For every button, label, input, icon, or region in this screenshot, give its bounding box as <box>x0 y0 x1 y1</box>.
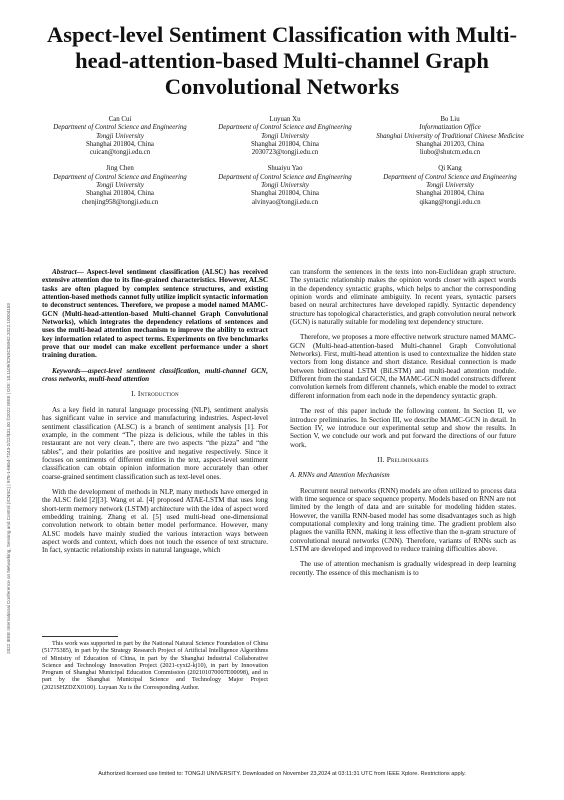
right-paragraph-3: The rest of this paper include the following content. In Section II, we introduce preliminaries. In Section III, we describe MAMC-GCN in detail. In Section IV, we introduce our experimental setup and show the results. In Section V, we conclude our work and put forward the directions of our future work. <box>290 407 516 449</box>
author-card <box>40 116 200 157</box>
abstract-body: Aspect-level sentiment classification (ALSC) has received extensive attention due to its fine-grained characteristics. However, ALSC tasks are often plagued by complex sentence structures, and existing attention-based methods cannot fully utilize implicit syntactic information to deconstruct sentences. Therefore, we propose a model named MAMC-GCN (Multi-head-attention-based Multi-channel Graph Convolutional Networks), which integrates the dependency relations of sentences and uses the multi-head attention mechanism to improve the ability to extract key information related to aspect terms. Experiments on five benchmarks prove that our model can make excellent performance under a short training duration. <box>42 268 268 360</box>
right-paragraph-1: can transform the sentences in the texts into non-Euclidean graph structure. The syntactic relationship makes the opinion words closer with aspect words in the dependency syntactic graphs, which helps to anchor the corresponding opinion words and eliminate ambiguity. In recent years, syntactic parsers based on neural architectures have developed rapidly. Syntactic dependency structure has topological characteristics, and graph convolution neural network (GCN) is naturally suitable for modeling text dependency structure. <box>290 268 516 327</box>
author-univ: Tongji University <box>261 182 309 190</box>
author-univ: Shanghai University of Traditional Chinese Medicine <box>376 132 524 140</box>
author-email[interactable]: chenjing958@tongji.edu.cn <box>81 198 159 206</box>
author-email[interactable]: qikang@tongji.edu.cn <box>419 198 481 206</box>
author-dept: Department of Control Science and Engineering <box>53 173 187 181</box>
author-dept: Department of Control Science and Engineering <box>218 173 352 181</box>
author-card <box>370 165 530 206</box>
conference-side-text: 2022 IEEE International Conference on Networking, Sensing and Control (ICNSC) | 978-1-6654-7243-2/22/$31.00 ©2022 IEEE | DOI: 10.1109/ICNSC55942.2022.10004153 <box>5 302 11 654</box>
license-footer: Authorized licensed use limited to: TONGJI UNIVERSITY. Downloaded on November 23,2024 at 03:11:31 UTC from IEEE Xplore. Restrictions apply. <box>98 771 466 777</box>
author-dept: Department of Control Science and Engineering <box>218 124 352 132</box>
author-city: Shanghai 201804, China <box>251 190 319 198</box>
author-city: Shanghai 201203, China <box>416 140 484 148</box>
right-paragraph-4: Recurrent neural networks (RNN) models are often utilized to process data with time sequence or space sequence property. Models based on RNN are not limited by the length of data and are suitable for modeling hidden states. However, the vanilla RNN-based model has some disadvantages such as high computational complexity and long training time. The gradient problem also plagues the vanilla RNN, making it less effective than the n-gram structure of convolutional neural networks (CNN). Therefore, variants of RNNs such as LSTM are developed and improved to reduce training difficulties above. <box>290 486 516 553</box>
funding-footnote: This work was supported in part by the National Natural Science Foundation of China (51775385), in part by the Strategy Research Project of Artificial Intelligence Algorithms of Ministry of Education of China, in part by the Shanghai Industrial Collaborative Science and Technology Innovation Project (2021-cyxt2-kj10), in part by Innovation Program of Shanghai Municipal Education Commission (202101070007E00098), and in part by the Shanghai Municipal Science and Technology Major Project (2021SHZDZX0100). Luyuan Xu is the Corresponding Author. <box>42 640 268 691</box>
author-univ: Tongji University <box>426 182 474 190</box>
author-email[interactable]: alvinyao@tongji.edu.cn <box>251 198 319 206</box>
author-name: Qi Kang <box>438 165 462 173</box>
author-city: Shanghai 201804, China <box>86 190 154 198</box>
author-name: Luyuan Xu <box>269 116 301 123</box>
author-card <box>40 165 200 206</box>
right-paragraph-2: Therefore, we proposes a more effective network structure named MAMC-GCN (Multi-head-attention-based Multi-channel Graph Convolutional Networks). First, multi-head attention is used to contextualize the hidden state vectors from long distance and short distance. Residual connection is made between bidirectional LSTM (BiLSTM) and multi-head attention module. Different from the standard GCN, the MAMC-GCN model constructs different convolution kernels from different channels, which enable the model to extract different information from each node in the dependency syntactic graph. <box>290 333 516 400</box>
author-block <box>40 116 530 215</box>
conference-side-strip <box>2 178 14 778</box>
right-column <box>290 268 516 584</box>
author-email[interactable]: cuican@tongji.edu.cn <box>89 149 151 157</box>
author-dept: Department of Control Science and Engineering <box>53 124 187 132</box>
author-name: Can Cui <box>108 116 132 123</box>
author-dept: Department of Control Science and Engineering <box>383 173 517 181</box>
author-name: Jing Chen <box>106 165 134 173</box>
author-name: Shuaiyu Yao <box>267 165 303 173</box>
footnote-divider <box>42 636 118 637</box>
author-card <box>370 116 530 157</box>
author-email[interactable]: liubo@shutcm.edu.cn <box>419 149 481 157</box>
abstract-lead: Abstract— <box>52 268 84 276</box>
subsection-heading-rnns: A. RNNs and Attention Mechanism <box>290 471 390 480</box>
section-heading-introduction: I. Introduction <box>131 389 179 399</box>
author-name: Bo Liu <box>440 116 460 123</box>
author-row-2 <box>40 165 530 206</box>
author-email[interactable]: 2030723@tongji.edu.cn <box>251 149 319 157</box>
author-row-1 <box>40 116 530 157</box>
right-paragraph-5: The use of attention mechanism is gradually widespread in deep learning recently. The essence of this mechanism is to <box>290 560 516 577</box>
author-city: Shanghai 201804, China <box>416 190 484 198</box>
author-city: Shanghai 201804, China <box>86 140 154 148</box>
author-univ: Tongji University <box>96 132 144 140</box>
abstract-paragraph <box>42 268 268 360</box>
keywords-paragraph: Keywords—aspect-level sentiment classification, multi-channel GCN, cross networks, multi-head attention <box>42 366 268 384</box>
paper-title: Aspect-level Sentiment Classification with Multi-head-attention-based Multi-channel Graph Convolutional Networks <box>47 22 517 99</box>
author-city: Shanghai 201804, China <box>251 140 319 148</box>
author-univ: Tongji University <box>261 132 309 140</box>
intro-paragraph-1: As a key field in natural language processing (NLP), sentiment analysis has significant value in service and manufacturing industries. Aspect-level sentiment classification (ALSC) is a branch of sentiment analysis [1]. For example, in the comment “The pizza is delicious, while the tables in this restaurant are not very clean.”, there are two aspects “the pizza” and “the tables”, and their polarities are positive and negative respectively. Since it focuses on sentiments of different entities in the text, aspect-level sentiment classification can obtain opinion information more accurately than other coarse-grained sentiment classification such as text-level ones. <box>42 405 268 481</box>
intro-paragraph-2: With the development of methods in NLP, many methods have emerged in the ALSC field [2][3]. Wang et al. [4] proposed ATAE-LSTM that uses long short-term memory network (LSTM) architecture with the idea of aspect word embedding training. Zhang et al. [5] used multi-head one-dimensional convolution network to obtain better model performance. However, many ALSC models have mainly studied the various interaction ways between aspect words and context, which does not touch the essence of text structure. In fact, syntactic relationship exists in natural language, which <box>42 487 268 555</box>
author-card <box>205 165 365 206</box>
author-card <box>205 116 365 157</box>
section-heading-preliminaries: II. Preliminaries <box>377 454 429 464</box>
author-dept: Informatization Office <box>419 124 481 132</box>
left-column <box>42 268 268 562</box>
author-univ: Tongji University <box>96 182 144 190</box>
